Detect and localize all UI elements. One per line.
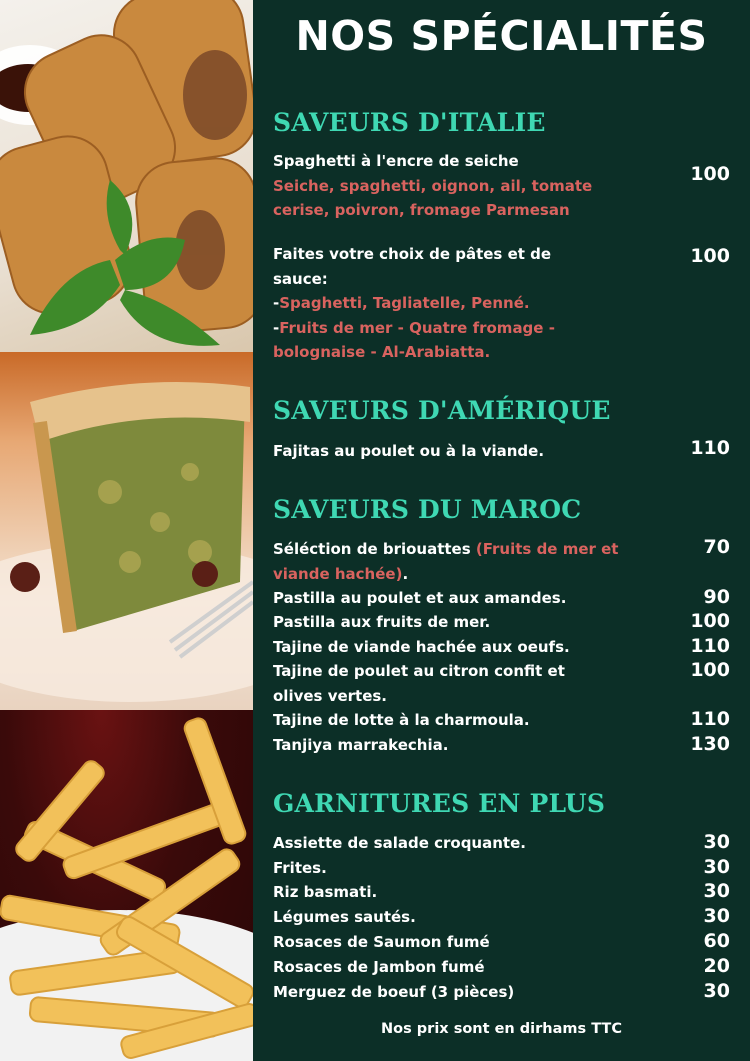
section-heading-amerique: SAVEURS D'AMÉRIQUE: [273, 396, 611, 425]
item-price: 60: [703, 930, 730, 952]
menu-item: Rosaces de Jambon fumé: [273, 958, 485, 976]
menu-item: Rosaces de Saumon fumé: [273, 933, 490, 951]
menu-item: Tajine de viande hachée aux oeufs.: [273, 638, 570, 656]
fries-photo: [0, 710, 253, 1061]
item-price: 130: [690, 733, 730, 755]
item-price: 110: [690, 437, 730, 459]
section-heading-italie: SAVEURS D'ITALIE: [273, 108, 546, 137]
sauce-options: [273, 316, 573, 365]
item-ingredients: Seiche, spaghetti, oignon, ail, tomate cerise, poivron, fromage Parmesan: [273, 176, 593, 219]
item-name: Spaghetti à l'encre de seiche: [273, 152, 519, 170]
menu-item: Pastilla au poulet et aux amandes.: [273, 589, 567, 607]
menu-panel: [253, 0, 750, 1061]
page-title: NOS SPÉCIALITÉS: [295, 12, 708, 60]
menu-item: Frites.: [273, 859, 327, 877]
menu-item: Merguez de boeuf (3 pièces): [273, 983, 515, 1001]
menu-item: Tajine de poulet au citron confit et olives vertes.: [273, 662, 565, 705]
pasta-options: [273, 291, 573, 316]
menu-item: Riz basmati.: [273, 883, 378, 901]
item-price: 100: [690, 245, 730, 267]
item-ingredients: (Fruits de mer et viande hachée): [273, 540, 619, 583]
spring-rolls-photo: [0, 0, 253, 352]
menu-item: Assiette de salade croquante.: [273, 834, 526, 852]
item-price: 100: [690, 659, 730, 681]
pastilla-photo: [0, 352, 253, 710]
item-end: .: [402, 564, 409, 583]
item-price: 30: [703, 905, 730, 927]
menu-item: Légumes sautés.: [273, 908, 416, 926]
item-price: 30: [703, 880, 730, 902]
option-dash: -: [273, 318, 280, 337]
section-heading-garnitures: GARNITURES EN PLUS: [273, 789, 606, 818]
item-price: 90: [703, 586, 730, 608]
item-price: 30: [703, 831, 730, 853]
item-options: Fruits de mer - Quatre fromage - bolognaise - Al-Arabiatta.: [273, 318, 555, 361]
menu-item: [273, 242, 573, 365]
menu-item: Tanjiya marrakechia.: [273, 736, 449, 754]
item-name: Séléction de briouattes: [273, 540, 476, 558]
item-name: Faites votre choix de pâtes et de sauce:: [273, 245, 552, 288]
menu-item: Fajitas au poulet ou à la viande.: [273, 442, 545, 460]
section-heading-maroc: SAVEURS DU MAROC: [273, 495, 582, 524]
menu-item: Tajine de lotte à la charmoula.: [273, 711, 530, 729]
item-price: 30: [703, 980, 730, 1002]
item-price: 110: [690, 635, 730, 657]
item-price: 30: [703, 856, 730, 878]
photo-strip: [0, 0, 253, 1061]
menu-item: Pastilla aux fruits de mer.: [273, 613, 491, 631]
item-options: Spaghetti, Tagliatelle, Penné.: [279, 294, 530, 312]
item-price: 20: [703, 955, 730, 977]
menu-item: [273, 149, 653, 223]
menu-item: [273, 537, 653, 586]
item-price: 100: [690, 610, 730, 632]
price-note: Nos prix sont en dirhams TTC: [381, 1021, 622, 1037]
item-price: 70: [703, 536, 730, 558]
item-price: 100: [690, 163, 730, 185]
item-price: 110: [690, 708, 730, 730]
option-dash: -: [273, 294, 280, 312]
